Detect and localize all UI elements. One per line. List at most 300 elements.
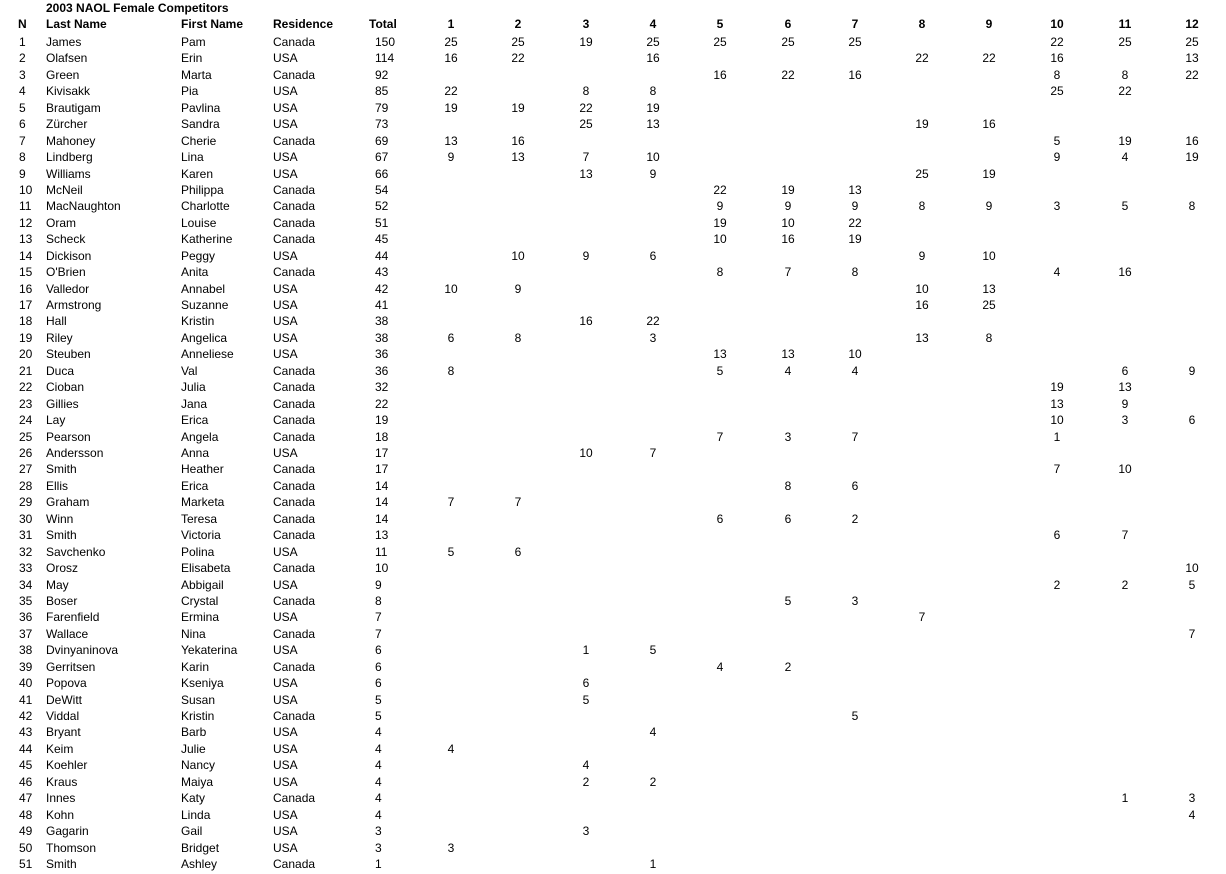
table-row [0, 198, 1226, 214]
cell-last-name: MacNaughton [46, 199, 121, 214]
cell-round-8: 25 [915, 166, 929, 181]
cell-round-5: 25 [713, 35, 727, 49]
cell-rank: 4 [19, 84, 26, 99]
cell-round-3: 22 [579, 100, 593, 115]
cell-round-12: 13 [1185, 51, 1199, 66]
cell-first-name: Marketa [181, 495, 225, 510]
cell-last-name: Gillies [46, 396, 79, 411]
cell-residence: Canada [273, 495, 316, 510]
cell-last-name: Cioban [46, 380, 85, 395]
cell-first-name: Nancy [181, 758, 216, 773]
cell-round-11: 8 [1121, 67, 1129, 82]
cell-last-name: Kraus [46, 774, 78, 789]
cell-round-9: 9 [985, 199, 993, 214]
cell-rank: 31 [19, 528, 33, 543]
cell-round-6: 13 [781, 347, 795, 362]
cell-round-11: 16 [1118, 265, 1132, 280]
cell-first-name: Sandra [181, 117, 220, 132]
cell-round-4: 4 [649, 725, 657, 740]
cell-total: 85 [375, 84, 389, 99]
cell-first-name: Maiya [181, 774, 214, 789]
cell-round-2: 25 [511, 35, 525, 49]
cell-first-name: Julia [181, 380, 206, 395]
cell-residence: Canada [273, 232, 316, 247]
cell-round-2: 7 [514, 495, 522, 510]
cell-round-8: 10 [915, 281, 929, 296]
cell-last-name: Smith [46, 857, 77, 871]
header-round-10: 10 [1050, 17, 1064, 31]
table-row [0, 248, 1226, 264]
cell-total: 9 [375, 577, 382, 592]
cell-first-name: Angelica [181, 330, 228, 345]
cell-residence: USA [273, 84, 298, 99]
cell-total: 44 [375, 248, 389, 263]
cell-round-10: 8 [1053, 67, 1061, 82]
table-row [0, 757, 1226, 773]
cell-last-name: Kivisakk [46, 84, 91, 99]
cell-rank: 11 [19, 199, 32, 214]
cell-total: 51 [375, 215, 389, 230]
cell-round-5: 5 [716, 363, 724, 378]
cell-residence: USA [273, 725, 298, 740]
cell-residence: USA [273, 824, 298, 839]
cell-first-name: Val [181, 363, 198, 378]
cell-total: 18 [375, 429, 389, 444]
cell-residence: USA [273, 150, 298, 165]
cell-round-6: 9 [784, 199, 792, 214]
cell-last-name: Williams [46, 166, 91, 181]
table-row [0, 593, 1226, 609]
cell-round-12: 8 [1188, 199, 1196, 214]
cell-round-12: 19 [1185, 150, 1199, 165]
cell-rank: 36 [19, 610, 33, 625]
header-round-8: 8 [918, 17, 926, 31]
cell-rank: 41 [19, 692, 33, 707]
cell-rank: 5 [19, 100, 26, 115]
cell-rank: 42 [19, 709, 33, 724]
cell-round-12: 16 [1185, 133, 1199, 148]
cell-total: 7 [375, 626, 382, 641]
cell-rank: 46 [19, 774, 33, 789]
cell-total: 13 [375, 528, 389, 543]
cell-round-10: 5 [1053, 133, 1061, 148]
cell-round-3: 7 [582, 150, 590, 165]
cell-round-2: 19 [511, 100, 525, 115]
cell-round-11: 25 [1118, 35, 1132, 49]
cell-round-10: 16 [1050, 51, 1064, 66]
cell-total: 6 [375, 659, 382, 674]
cell-round-3: 4 [582, 758, 590, 773]
table-row [0, 166, 1226, 182]
cell-round-3: 6 [582, 676, 590, 691]
cell-residence: Canada [273, 528, 316, 543]
cell-round-1: 16 [444, 51, 458, 66]
cell-total: 67 [375, 150, 389, 165]
cell-first-name: Pam [181, 35, 206, 49]
table-row [0, 100, 1226, 116]
cell-round-5: 22 [713, 182, 727, 197]
cell-round-7: 4 [851, 363, 859, 378]
cell-round-11: 19 [1118, 133, 1132, 148]
cell-round-11: 6 [1121, 363, 1129, 378]
cell-round-7: 25 [848, 35, 862, 49]
cell-first-name: Crystal [181, 593, 219, 608]
cell-round-4: 2 [649, 774, 657, 789]
cell-round-7: 9 [851, 199, 859, 214]
table-row [0, 511, 1226, 527]
cell-residence: Canada [273, 35, 316, 49]
cell-round-10: 9 [1053, 150, 1061, 165]
cell-last-name: Lindberg [46, 150, 93, 165]
cell-round-8: 7 [918, 610, 926, 625]
cell-rank: 50 [19, 840, 33, 855]
table-row [0, 856, 1226, 872]
cell-last-name: DeWitt [46, 692, 82, 707]
cell-round-4: 5 [649, 643, 657, 658]
cell-round-10: 19 [1050, 380, 1064, 395]
cell-residence: USA [273, 298, 298, 313]
cell-residence: Canada [273, 791, 316, 806]
cell-total: 45 [375, 232, 389, 247]
cell-rank: 39 [19, 659, 33, 674]
cell-residence: Canada [273, 659, 316, 674]
cell-last-name: Keim [46, 741, 74, 756]
cell-round-6: 4 [784, 363, 792, 378]
table-row [0, 840, 1226, 856]
cell-round-3: 3 [582, 824, 590, 839]
cell-rank: 40 [19, 676, 33, 691]
page-title: 2003 NAOL Female Competitors [46, 1, 229, 15]
cell-residence: USA [273, 643, 298, 658]
cell-first-name: Barb [181, 725, 207, 740]
cell-first-name: Lina [181, 150, 204, 165]
cell-round-7: 22 [848, 215, 862, 230]
cell-round-9: 19 [982, 166, 996, 181]
cell-first-name: Victoria [181, 528, 221, 543]
cell-last-name: Smith [46, 528, 77, 543]
cell-rank: 7 [19, 133, 26, 148]
cell-total: 11 [375, 544, 388, 559]
cell-round-6: 3 [784, 429, 792, 444]
cell-rank: 35 [19, 593, 33, 608]
table-row [0, 659, 1226, 675]
cell-round-5: 13 [713, 347, 727, 362]
cell-round-10: 2 [1053, 577, 1061, 592]
cell-round-5: 19 [713, 215, 727, 230]
cell-rank: 37 [19, 626, 33, 641]
cell-round-6: 8 [784, 478, 792, 493]
cell-first-name: Angela [181, 429, 219, 444]
cell-round-2: 8 [514, 330, 522, 345]
cell-last-name: Koehler [46, 758, 88, 773]
cell-first-name: Pia [181, 84, 199, 99]
table-row [0, 330, 1226, 346]
cell-residence: USA [273, 840, 298, 855]
cell-round-2: 13 [511, 150, 525, 165]
cell-residence: USA [273, 544, 298, 559]
cell-residence: USA [273, 117, 298, 132]
cell-round-3: 5 [582, 692, 590, 707]
cell-last-name: Riley [46, 330, 73, 345]
cell-round-12: 25 [1185, 35, 1199, 49]
cell-round-1: 3 [447, 840, 455, 855]
cell-first-name: Jana [181, 396, 208, 411]
cell-round-4: 16 [646, 51, 660, 66]
cell-round-10: 1 [1053, 429, 1061, 444]
cell-round-6: 19 [781, 182, 795, 197]
cell-rank: 12 [19, 215, 33, 230]
cell-round-12: 9 [1188, 363, 1196, 378]
cell-total: 4 [375, 758, 382, 773]
cell-first-name: Anneliese [181, 347, 234, 362]
cell-round-12: 7 [1188, 626, 1196, 641]
header-round-3: 3 [582, 17, 590, 31]
cell-last-name: Duca [46, 363, 75, 378]
cell-first-name: Kristin [181, 709, 215, 724]
cell-round-3: 9 [582, 248, 590, 263]
cell-rank: 44 [19, 741, 33, 756]
cell-residence: USA [273, 758, 298, 773]
cell-last-name: Green [46, 67, 80, 82]
cell-total: 10 [375, 561, 389, 576]
cell-residence: USA [273, 248, 298, 263]
cell-residence: Canada [273, 462, 316, 477]
cell-round-1: 22 [444, 84, 458, 99]
cell-residence: Canada [273, 413, 316, 428]
cell-round-11: 4 [1121, 150, 1129, 165]
header-round-11: 11 [1118, 17, 1132, 31]
cell-rank: 48 [19, 807, 33, 822]
cell-rank: 51 [19, 857, 33, 871]
cell-round-1: 9 [447, 150, 455, 165]
cell-total: 14 [375, 511, 389, 526]
cell-round-3: 16 [579, 314, 593, 329]
cell-round-11: 22 [1118, 84, 1132, 99]
cell-total: 17 [375, 446, 389, 460]
table-row [0, 50, 1226, 66]
cell-last-name: Andersson [46, 446, 104, 460]
cell-rank: 23 [19, 396, 33, 411]
cell-round-7: 2 [851, 511, 859, 526]
cell-round-7: 5 [851, 709, 859, 724]
header-round-7: 7 [851, 17, 859, 31]
cell-last-name: May [46, 577, 69, 592]
cell-round-10: 3 [1053, 199, 1061, 214]
cell-round-2: 10 [511, 248, 525, 263]
cell-round-9: 10 [982, 248, 996, 263]
cell-total: 73 [375, 117, 389, 132]
cell-round-4: 9 [649, 166, 657, 181]
cell-last-name: Olafsen [46, 51, 88, 66]
cell-rank: 34 [19, 577, 33, 592]
cell-total: 52 [375, 199, 389, 214]
table-row [0, 544, 1226, 560]
cell-round-4: 22 [646, 314, 660, 329]
cell-total: 1 [375, 857, 382, 871]
cell-round-6: 10 [781, 215, 795, 230]
cell-first-name: Erica [181, 478, 209, 493]
cell-first-name: Teresa [181, 511, 218, 526]
cell-total: 4 [375, 791, 382, 806]
cell-residence: USA [273, 774, 298, 789]
cell-rank: 9 [19, 166, 26, 181]
cell-residence: Canada [273, 593, 316, 608]
cell-total: 43 [375, 265, 389, 280]
cell-first-name: Abbigail [181, 577, 224, 592]
cell-round-1: 25 [444, 35, 458, 49]
cell-round-7: 7 [851, 429, 859, 444]
cell-round-1: 19 [444, 100, 458, 115]
cell-round-7: 3 [851, 593, 859, 608]
table-row [0, 429, 1226, 445]
table-row [0, 363, 1226, 379]
cell-first-name: Annabel [181, 281, 226, 296]
cell-rank: 18 [19, 314, 33, 329]
cell-round-1: 4 [447, 741, 455, 756]
cell-round-4: 8 [649, 84, 657, 99]
cell-first-name: Anna [181, 446, 210, 460]
cell-first-name: Susan [181, 692, 216, 707]
cell-round-10: 4 [1053, 265, 1061, 280]
table-row [0, 346, 1226, 362]
cell-residence: USA [273, 314, 298, 329]
cell-last-name: Brautigam [46, 100, 101, 115]
cell-round-8: 8 [918, 199, 926, 214]
cell-residence: Canada [273, 561, 316, 576]
cell-residence: Canada [273, 396, 316, 411]
cell-round-11: 7 [1121, 528, 1129, 543]
cell-rank: 49 [19, 824, 33, 839]
cell-total: 150 [375, 35, 396, 49]
cell-round-6: 22 [781, 67, 795, 82]
cell-residence: USA [273, 446, 298, 460]
cell-round-11: 13 [1118, 380, 1132, 395]
table-row [0, 379, 1226, 395]
table-row [0, 823, 1226, 839]
cell-residence: Canada [273, 857, 316, 871]
cell-rank: 38 [19, 643, 33, 658]
cell-rank: 1 [19, 35, 26, 49]
cell-rank: 2 [19, 51, 26, 66]
cell-round-10: 13 [1050, 396, 1064, 411]
cell-total: 42 [375, 281, 389, 296]
header-residence: Residence [273, 17, 334, 31]
cell-last-name: Gerritsen [46, 659, 96, 674]
header-n: N [18, 17, 27, 31]
cell-first-name: Erin [181, 51, 203, 66]
cell-total: 54 [375, 182, 389, 197]
cell-total: 92 [375, 67, 389, 82]
cell-total: 32 [375, 380, 389, 395]
cell-round-3: 19 [579, 35, 593, 49]
cell-first-name: Karen [181, 166, 214, 181]
cell-round-5: 4 [716, 659, 724, 674]
cell-last-name: Viddal [46, 709, 80, 724]
cell-residence: Canada [273, 626, 316, 641]
cell-rank: 26 [19, 446, 33, 460]
cell-total: 17 [375, 462, 389, 477]
cell-first-name: Karin [181, 659, 210, 674]
cell-round-12: 4 [1188, 807, 1196, 822]
cell-round-8: 22 [915, 51, 929, 66]
cell-round-5: 6 [716, 511, 724, 526]
table-row [0, 692, 1226, 708]
cell-round-8: 13 [915, 330, 929, 345]
cell-round-11: 2 [1121, 577, 1129, 592]
header-last-name: Last Name [46, 17, 107, 31]
cell-last-name: Bryant [46, 725, 81, 740]
cell-total: 4 [375, 725, 382, 740]
cell-residence: USA [273, 676, 298, 691]
cell-last-name: Hall [46, 314, 67, 329]
cell-round-10: 25 [1050, 84, 1064, 99]
cell-rank: 47 [19, 791, 33, 806]
cell-round-4: 7 [649, 446, 657, 460]
cell-rank: 15 [19, 265, 33, 280]
cell-round-11: 3 [1121, 413, 1129, 428]
cell-last-name: Armstrong [46, 298, 102, 313]
cell-round-12: 3 [1188, 791, 1196, 806]
cell-rank: 16 [19, 281, 33, 296]
cell-rank: 32 [19, 544, 33, 559]
cell-round-5: 9 [716, 199, 724, 214]
cell-round-7: 6 [851, 478, 859, 493]
cell-first-name: Marta [181, 67, 212, 82]
cell-round-2: 9 [514, 281, 522, 296]
table-row [0, 609, 1226, 625]
cell-last-name: Pearson [46, 429, 91, 444]
cell-residence: Canada [273, 478, 316, 493]
cell-residence: Canada [273, 199, 316, 214]
cell-first-name: Gail [181, 824, 203, 839]
cell-last-name: Oram [46, 215, 76, 230]
cell-round-6: 16 [781, 232, 795, 247]
cell-total: 114 [375, 51, 395, 66]
cell-residence: Canada [273, 133, 316, 148]
cell-round-11: 5 [1121, 199, 1129, 214]
cell-residence: USA [273, 610, 298, 625]
cell-last-name: Wallace [46, 626, 89, 641]
cell-first-name: Polina [181, 544, 215, 559]
cell-round-7: 16 [848, 67, 862, 82]
cell-last-name: Dvinyaninova [46, 643, 119, 658]
cell-residence: Canada [273, 215, 316, 230]
cell-total: 38 [375, 330, 389, 345]
cell-residence: USA [273, 166, 298, 181]
cell-last-name: Orosz [46, 561, 79, 576]
cell-round-9: 22 [982, 51, 996, 66]
cell-round-6: 6 [784, 511, 792, 526]
cell-residence: USA [273, 577, 298, 592]
header-round-6: 6 [784, 17, 792, 31]
cell-last-name: Farenfield [46, 610, 100, 625]
cell-round-1: 6 [447, 330, 455, 345]
cell-round-8: 9 [918, 248, 926, 263]
cell-residence: Canada [273, 380, 316, 395]
cell-round-9: 13 [982, 281, 996, 296]
cell-round-5: 16 [713, 67, 727, 82]
table-row [0, 807, 1226, 823]
cell-rank: 3 [19, 67, 26, 82]
cell-residence: USA [273, 692, 298, 707]
cell-total: 66 [375, 166, 389, 181]
cell-last-name: Graham [46, 495, 90, 510]
cell-rank: 30 [19, 511, 33, 526]
header-round-9: 9 [985, 17, 993, 31]
table-row [0, 461, 1226, 477]
cell-rank: 29 [19, 495, 33, 510]
table-row [0, 741, 1226, 757]
